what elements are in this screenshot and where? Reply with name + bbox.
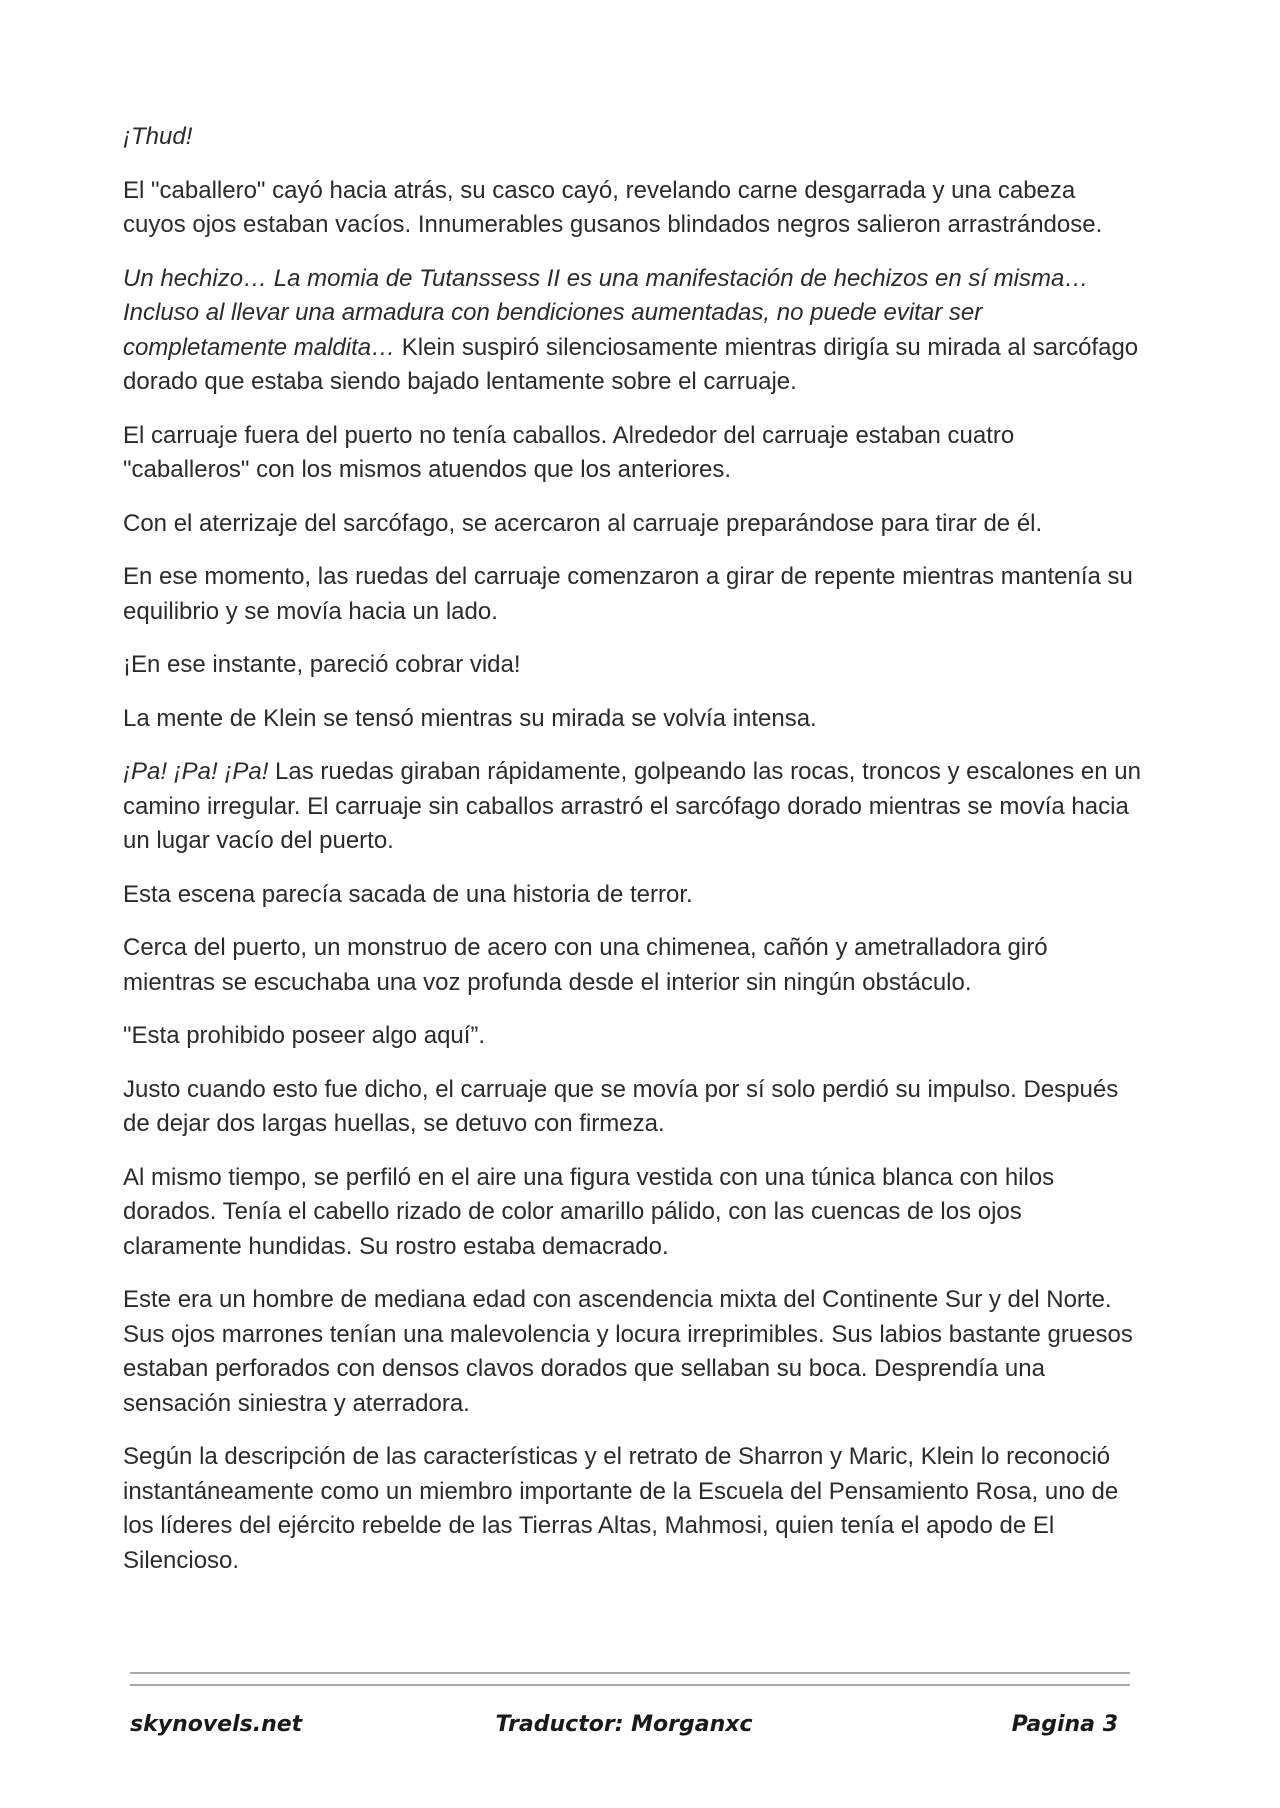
text-run: Justo cuando esto fue dicho, el carruaje que se movía por sí solo perdió su impulso. Después de dejar dos largas huellas, se detuvo con firmeza. (123, 1075, 1119, 1137)
paragraph (123, 1019, 1143, 1054)
paragraph (123, 507, 1143, 542)
page-body (123, 120, 1143, 1597)
italic-text: ¡Thud! (123, 123, 193, 150)
text-run: Según la descripción de las características y el retrato de Sharron y Maric, Klein lo reconoció instantáneamente como un miembro importante de la Escuela del Pensamiento Rosa, uno de los líderes del ejército rebelde de las Tierras Altas, Mahmosi, quien tenía el apodo de El Silencioso. (123, 1443, 1119, 1574)
text-run: Esta escena parecía sacada de una historia de terror. (123, 880, 693, 908)
text-run: El "caballero" cayó hacia atrás, su casco cayó, revelando carne desgarrada y una cabeza cuyos ojos estaban vacíos. Innumerables gusanos blindados negros salieron arrastrándose. (123, 176, 1103, 238)
paragraph (123, 931, 1143, 1000)
paragraph (123, 560, 1143, 629)
text-run: Con el aterrizaje del sarcófago, se acercaron al carruaje preparándose para tirar de él. (123, 509, 1043, 537)
paragraph (123, 262, 1143, 400)
italic-text: ¡Pa! ¡Pa! ¡Pa! (123, 758, 269, 785)
text-run: En ese momento, las ruedas del carruaje comenzaron a girar de repente mientras mantenía su equilibrio y se movía hacia un lado. (123, 563, 1133, 625)
text-run: Klein suspiró silenciosamente mientras dirigía su mirada al sarcófago dorado que estaba siendo bajado lentamente sobre el carruaje. (123, 333, 1139, 395)
footer-divider-top (130, 1672, 1130, 1674)
paragraph (123, 755, 1143, 859)
paragraph (123, 120, 1143, 155)
text-run: ¡En ese instante, pareció cobrar vida! (123, 651, 521, 678)
paragraph (123, 648, 1143, 683)
paragraph (123, 1283, 1143, 1421)
footer-site: skynovels.net (130, 1712, 303, 1737)
italic-text: Un hechizo… La momia de Tutanssess II es una manifestación de hechizos en sí misma… Incluso al llevar una armadura con bendiciones aumentadas, no puede evitar ser completamente maldita… (123, 264, 1089, 361)
text-run: El carruaje fuera del puerto no tenía caballos. Alrededor del carruaje estaban cuatro "caballeros" con los mismos atuendos que los anteriores. (123, 421, 1015, 483)
text-run: "Esta prohibido poseer algo aquí”. (123, 1022, 486, 1049)
paragraph (123, 1161, 1143, 1265)
footer-divider-bottom (130, 1684, 1130, 1686)
paragraph (123, 419, 1143, 488)
paragraph (123, 878, 1143, 913)
paragraph (123, 1073, 1143, 1142)
page-footer (130, 1712, 1118, 1744)
text-run: Este era un hombre de mediana edad con ascendencia mixta del Continente Sur y del Norte. Sus ojos marrones tenían una malevolencia y locura irreprimibles. Sus labios bastante gruesos estaban perforados con densos clavos dorados que sellaban su boca. Desprendía una sensación siniestra y aterradora. (123, 1286, 1133, 1417)
footer-translator: Traductor: Morganxc (495, 1712, 753, 1737)
text-run: Cerca del puerto, un monstruo de acero con una chimenea, cañón y ametralladora giró mientras se escuchaba una voz profunda desde el interior sin ningún obstáculo. (123, 934, 1048, 996)
text-run: Las ruedas giraban rápidamente, golpeando las rocas, troncos y escalones en un camino irregular. El carruaje sin caballos arrastró el sarcófago dorado mientras se movía hacia un lugar vacío del puerto. (123, 758, 1141, 854)
text-run: Al mismo tiempo, se perfiló en el aire una figura vestida con una túnica blanca con hilos dorados. Tenía el cabello rizado de color amarillo pálido, con las cuencas de los ojos claramente hundidas. Su rostro estaba demacrado. (123, 1163, 1055, 1260)
paragraph (123, 702, 1143, 737)
paragraph (123, 1440, 1143, 1578)
footer-page-number: Pagina 3 (1011, 1712, 1118, 1737)
paragraph (123, 174, 1143, 243)
text-run: La mente de Klein se tensó mientras su mirada se volvía intensa. (123, 704, 817, 732)
